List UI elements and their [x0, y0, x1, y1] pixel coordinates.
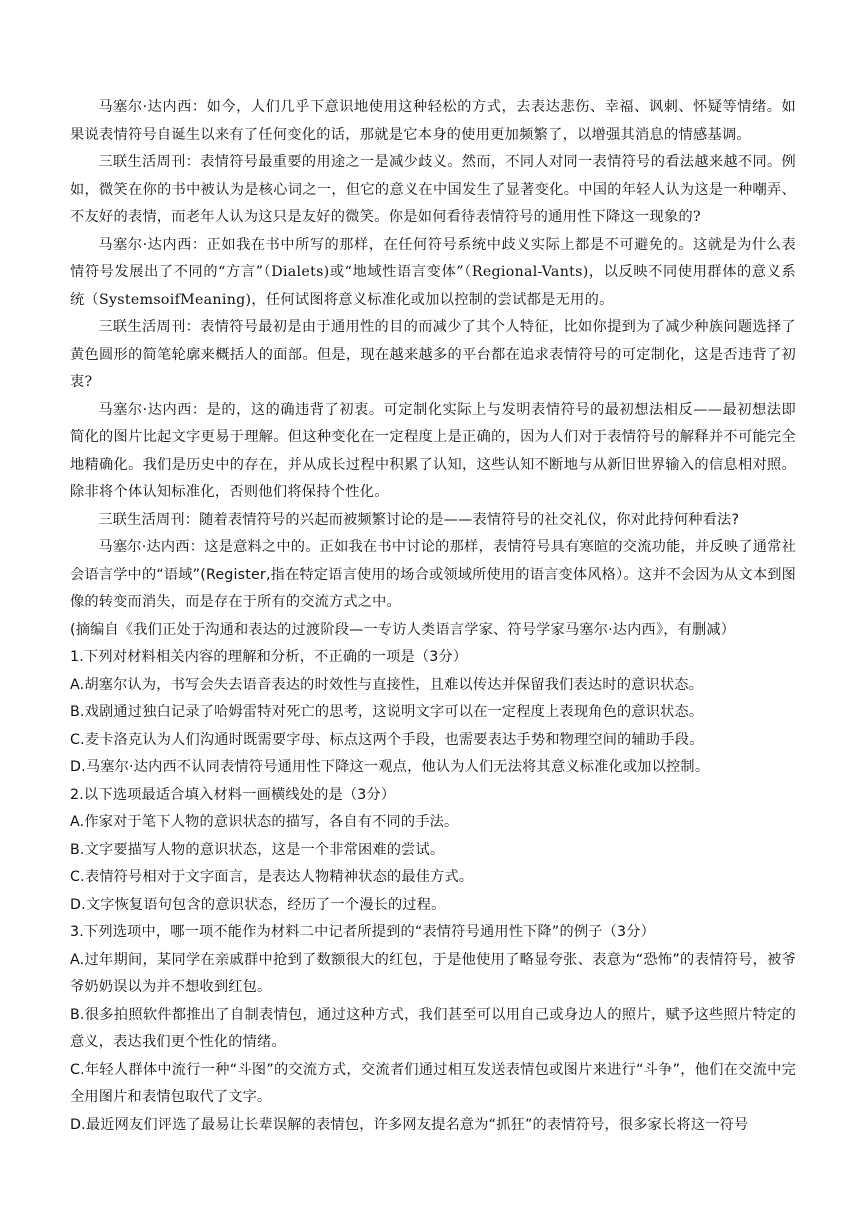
question-option: A.胡塞尔认为，书写会失去语音表达的时效性与直接性，且难以传达并保留我们表达时的意识状态。	[70, 676, 704, 693]
question-option: C.年轻人群体中流行一种“斗图”的交流方式，交流者们通过相互发送表情包或图片来进行“斗争”，他们在交流中完全用图片和表情包取代了文字。	[70, 1061, 796, 1105]
source-citation: (摘编自《我们正处于沟通和表达的过渡阶段—一专访人类语言学家、符号学家马塞尔·达内西》，有删减）	[70, 621, 736, 638]
question-option: C.麦卡洛克认为人们沟通时既需要字母、标点这两个手段，也需要表达手势和物理空间的辅助手段。	[70, 731, 704, 748]
interview-paragraph: 三联生活周刊：随着表情符号的兴起而被频繁讨论的是——表情符号的社交礼仪，你对此持何种看法?	[98, 511, 740, 528]
interview-paragraph: 马塞尔·达内西：正如我在书中所写的那样，在任何符号系统中歧义实际上都是不可避免的。这就是为什么表情符号发展出了不同的“方言”（Dialets)或“地域性语言变体”（Regional-Vants)，以反映不同使用群体的意义系统（SystemsoifMeaning)，任何试图将意义标准化或加以控制的尝试都是无用的。	[70, 236, 796, 308]
question-2	[70, 782, 796, 920]
interview-paragraph: 马塞尔·达内西：是的，这的确违背了初衷。可定制化实际上与发明表情符号的最初想法相反——最初想法即简化的图片比起文字更易于理解。但这种变化在一定程度上是正确的，因为人们对于表情符号的解释并不可能完全地精确化。我们是历史中的存在，并从成长过程中积累了认知，这些认知不断地与从新旧世界输入的信息相对照。除非将个体认知标准化，否则他们将保持个性化。	[70, 401, 796, 500]
question-3	[70, 919, 796, 1139]
interview-paragraph: 三联生活周刊：表情符号最初是由于通用性的目的而减少了其个人特征，比如你提到为了减少种族问题选择了黄色圆形的简笔轮廓来概括人的面部。但是，现在越来越多的平台都在追求表情符号的可定制化，这是否违背了初衷?	[70, 319, 796, 390]
question-option: D.文字恢复语句包含的意识状态，经历了一个漫长的过程。	[70, 896, 446, 913]
question-option: C.表情符号相对于文字面言，是表达人物精神状态的最佳方式。	[70, 869, 474, 885]
question-1	[70, 644, 796, 782]
question-option: A.过年期间，某同学在亲戚群中抢到了数额很大的红包，于是他使用了略显夸张、表意为“恐怖”的表情符号，被爷爷奶奶误以为并不想收到红包。	[70, 951, 796, 995]
question-stem: 3.下列选项中，哪一项不能作为材料二中记者所提到的“表情符号通用性下降”的例子（3分）	[70, 924, 655, 940]
question-option: B.文字要描写人物的意识状态，这是一个非常困难的尝试。	[70, 841, 445, 858]
interview-paragraph: 马塞尔·达内西：这是意料之中的。正如我在书中讨论的那样，表情符号具有寒暄的交流功能，并反映了通常社会语言学中的“语域”(Register,指在特定语言使用的场合或领域所使用的语言变体风格）。这并不会因为从文本到图像的转变而消失，而是存在于所有的交流方式之中。	[70, 539, 796, 610]
question-option: D.马塞尔·达内西不认同表情符号通用性下降这一观点，他认为人们无法将其意义标准化或加以控制。	[70, 759, 710, 775]
question-option: A.作家对于笔下人物的意识状态的描写，各自有不同的手法。	[70, 814, 459, 830]
question-option: D.最近网友们评选了最易让长辈误解的表情包，许多网友提名意为“抓狂”的表情符号，很多家长将这一符号	[70, 1116, 749, 1133]
question-option: B.戏剧通过独白记录了哈姆雷特对死亡的思考，这说明文字可以在一定程度上表现角色的意识状态。	[70, 704, 704, 720]
document-content	[70, 94, 796, 1139]
question-stem: 1.下列对材料相关内容的理解和分析，不正确的一项是（3分）	[70, 649, 468, 665]
question-option: B.很多拍照软件都推出了自制表情包，通过这种方式，我们甚至可以用自己或身边人的照片，赋予这些照片特定的意义，表达我们更个性化的情绪。	[70, 1006, 796, 1050]
question-stem: 2.以下选项最适合填入材料一画横线处的是（3分）	[70, 786, 396, 803]
interview-paragraph: 马塞尔·达内西：如今，人们几乎下意识地使用这种轻松的方式，去表达悲伤、幸福、讽刺、怀疑等情绪。如果说表情符号自诞生以来有了任何变化的话，那就是它本身的使用更加频繁了，以增强其消息的情感基调。	[70, 99, 796, 143]
interview-paragraph: 三联生活周刊：表情符号最重要的用途之一是减少歧义。然而，不同人对同一表情符号的看法越来越不同。例如，微笑在你的书中被认为是核心词之一，但它的意义在中国发生了显著变化。中国的年轻人认为这是一种嘲弄、不友好的表情，而老年人认为这只是友好的微笑。你是如何看待表情符号的通用性下降这一现象的?	[70, 154, 796, 225]
